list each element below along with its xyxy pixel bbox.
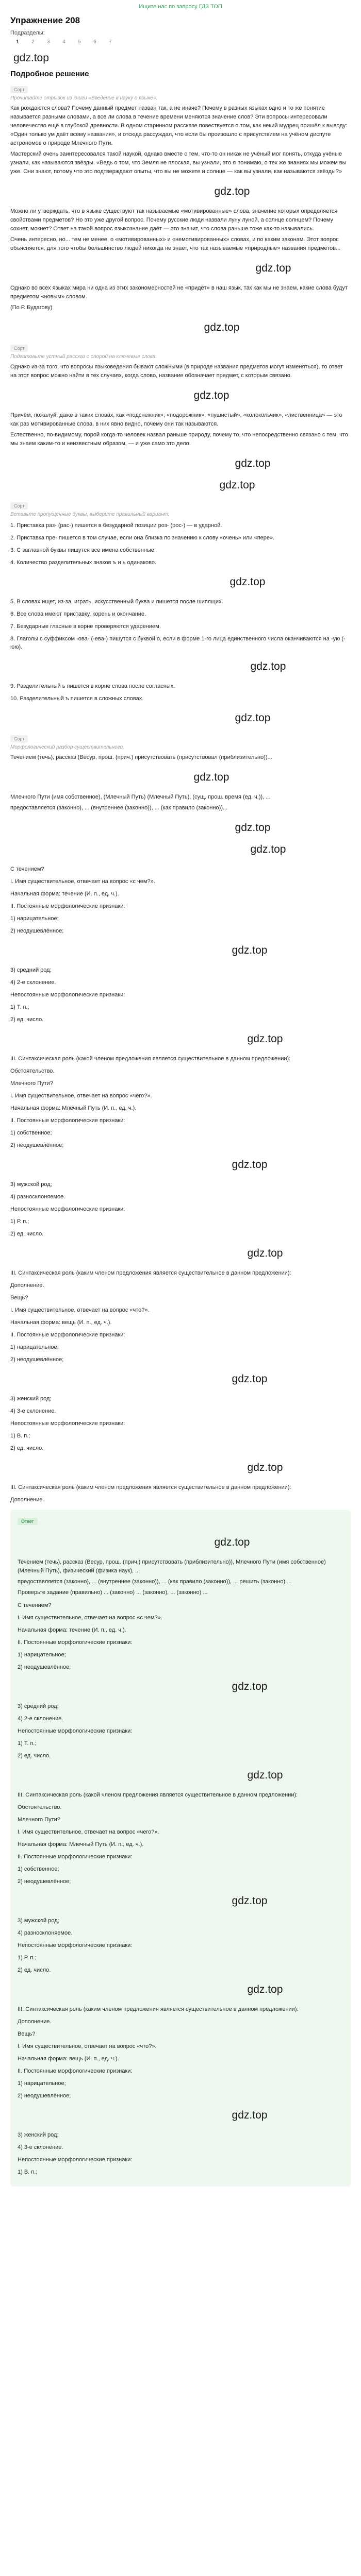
analysis-heading: Вещь? [10, 1295, 28, 1301]
analysis-line: I. Имя существительное, отвечает на вопрос «что?». [18, 2043, 157, 2049]
analysis-heading: Вещь? [18, 2031, 36, 2037]
task-tag: Сорт [10, 502, 28, 510]
watermark: gdz.top [232, 944, 268, 956]
list-item: 7. Безударные гласные в корне проверяются ударением. [10, 623, 161, 630]
source-note: (По Р. Будагову) [10, 304, 53, 311]
list-item: 8. Глаголы с суффиксом -ова- (-ева-) пишутся с буквой о, если в форме 1-го лица единственного числа оканчиваются на -ую (-юю). [10, 636, 346, 650]
task-note: Подготовьте устный рассказ с опорой на ключевые слова. [10, 354, 157, 360]
analysis-line: 1) нарицательное; [18, 2080, 66, 2087]
task-block [10, 501, 351, 703]
analysis-line: II. Постоянные морфологические признаки: [10, 1332, 125, 1338]
watermark: gdz.top [247, 1769, 283, 1781]
subsection-link[interactable]: 4 [62, 39, 65, 45]
analysis-line: 2) ед. число. [18, 1967, 51, 1973]
solution-blocks [10, 84, 351, 856]
analysis-line: 2) ед. число. [10, 1445, 44, 1451]
top-banner [0, 0, 361, 13]
analysis-line: III. Синтаксическая роль (каким членом предложения является существительное в данном предложении): [10, 1484, 291, 1490]
analysis-line: III. Синтаксическая роль (каким членом предложения является существительное в данном предложении): [10, 1270, 291, 1276]
analysis-heading: С течением? [10, 866, 44, 872]
top-link[interactable]: Ищите нас по запросу ГДЗ ТОП [139, 4, 222, 10]
watermark: gdz.top [232, 1373, 268, 1385]
analysis-line: Обстоятельство. [10, 1068, 55, 1074]
analysis-line: 2) неодушевлённое; [18, 1664, 71, 1670]
analysis-line: Непостоянные морфологические признаки: [18, 2157, 133, 2163]
list-item: 6. Все слова имеют приставку, корень и окончание. [10, 611, 146, 617]
paragraph: Естественно, по-видимому, порой когда-то человек назвал раньше природу, почему то, что непосредственно связано с тем, что мы знаем каким-то и неизвестным образом, — и уже само это дело. [10, 432, 348, 447]
paragraph: предоставляется (законно), ... (внутреннее (законно)), ... (как правило (законно))... [10, 805, 228, 811]
page [10, 13, 351, 2187]
analysis-line: 1) Т. п.; [18, 1740, 37, 1747]
analysis-line: 4) 2-е склонение. [18, 1716, 63, 1722]
watermark: gdz.top [235, 822, 271, 834]
watermark: gdz.top [232, 2109, 268, 2121]
watermark: gdz.top [193, 389, 229, 401]
analysis-line: Начальная форма: вещь (И. п., ед. ч.). [10, 1319, 112, 1326]
watermark: gdz.top [247, 1033, 283, 1045]
analysis-line: 2) неодушевлённое; [10, 928, 64, 934]
subsection-link[interactable]: 5 [78, 39, 81, 45]
analysis-line: 3) средний род; [18, 1703, 59, 1709]
answer-paragraph: предоставляется (законно), ... (внутреннее (законно)), ... (как правило (законно)), ... решить (законно) ... [18, 1579, 292, 1585]
analysis-line: II. Постоянные морфологические признаки: [18, 2068, 133, 2074]
analysis-line: 4) разносклоняемое. [18, 1930, 73, 1936]
analysis-line: 1) В. п.; [18, 2169, 38, 2175]
list-item: 3. С заглавной буквы пишутся все имена собственные. [10, 547, 156, 553]
paragraph: Причём, пожалуй, даже в таких словах, как «подснежник», «подорожник», «пушистый», «колокольчик», «лиственница» — это как раз мотивированные слова, в них явно видно, почему они так называются. [10, 412, 342, 427]
paragraph: Можно ли утверждать, что в языке существуют так называемые «мотивированные» слова, значение которых определяется свойствами предметов? Но это уже другой вопрос. Почему русские люди назвали луну луной, а солнце солнцем? Почему сохнет, мокнет? Ответ на такой вопрос языкознание даёт — это значит, что слова раньше тоже как-то назывались. [10, 208, 338, 232]
watermark: gdz.top [219, 479, 255, 491]
analysis-line: 3) женский род; [10, 1396, 52, 1402]
analysis-line: 1) нарицательное; [10, 916, 59, 922]
subsection-link[interactable]: 6 [93, 39, 96, 45]
analysis-line: II. Постоянные морфологические признаки: [18, 1639, 133, 1646]
task-note: Морфологический разбор существительного. [10, 744, 124, 750]
list-item: 2. Приставка пре- пишется в том случае, если она близка по значению к слову «очень» или «пере». [10, 535, 275, 541]
analysis-line: 3) мужской род; [10, 1181, 52, 1188]
analysis-line: 2) ед. число. [10, 1231, 44, 1237]
watermark: gdz.top [235, 712, 271, 724]
analysis-line: I. Имя существительное, отвечает на вопрос «чего?». [10, 1093, 152, 1099]
subsections-label: Подразделы: [10, 30, 45, 36]
answer-tag: Ответ [18, 1518, 38, 1525]
analysis-line: 1) Р. п.; [10, 1218, 29, 1225]
analysis-line: Начальная форма: Млечный Путь (И. п., ед. ч.). [10, 1105, 137, 1111]
analysis-line: Начальная форма: течение (И. п., ед. ч.). [18, 1627, 126, 1633]
analysis [10, 865, 351, 1504]
list-item: 4. Количество разделительных знаков ъ и ь одинаково. [10, 560, 157, 566]
analysis-line: 1) нарицательное; [18, 1652, 66, 1658]
analysis-line: 2) неодушевлённое; [18, 1878, 71, 1885]
analysis-line: III. Синтаксическая роль (каким членом предложения является существительное в данном предложении): [18, 2006, 299, 2012]
analysis-line: Дополнение. [18, 2019, 52, 2025]
analysis-line: 3) средний род; [10, 967, 52, 973]
answer-block [10, 1510, 351, 2187]
watermark: gdz.top [214, 185, 250, 197]
analysis-line: 4) 2-е склонение. [10, 979, 56, 986]
analysis-line: 2) неодушевлённое; [10, 1142, 64, 1148]
watermark: gdz.top [250, 660, 286, 672]
answer-paragraph: Течением (течь), рассказ (Весур, прош. (прич.) присутствовать (приблизительно)), Млечного Пути (имя собственное) (Млечный Путь), физический (физика наук), ... [18, 1559, 326, 1574]
analysis-line: 1) Р. п.; [18, 1955, 37, 1961]
analysis-line: Непостоянные морфологические признаки: [18, 1942, 133, 1948]
paragraph: Как рождаются слова? Почему данный предмет назван так, а не иначе? Почему в разных языках одно и то же понятие называется разными словами, а все ли слова в течение времени меняются значение слов? Эти вопросы интересовали человечество ещё в глубокой древности. В одном старинном рассказе повествуется о том, как некий мудрец пришёл к выводу: «Один только ум даёт всему названия», и отсюда рассуждал, что если бы произошло с присутствием на учёном диспуте астрономов о природе Млечного Пути. [10, 105, 348, 146]
analysis-line: II. Постоянные морфологические признаки: [10, 1117, 125, 1124]
task-block [10, 84, 351, 312]
list-item: 9. Разделительный ь пишется в корне слова после согласных. [10, 683, 175, 689]
analysis-heading: Млечного Пути? [10, 1080, 53, 1087]
analysis-line: 3) мужской род; [18, 1918, 59, 1924]
analysis-line: Дополнение. [10, 1497, 44, 1503]
analysis-line: 4) 3-е склонение. [18, 2144, 63, 2150]
analysis-line: I. Имя существительное, отвечает на вопрос «что?». [10, 1307, 150, 1313]
analysis-line: II. Постоянные морфологические признаки: [10, 903, 125, 909]
paragraph: Млечного Пути (имя собственное), (Млечный Путь) (Млечный Путь), (сущ. прош. время (ед. ч.)), ... [10, 794, 271, 800]
analysis-line: Обстоятельство. [18, 1804, 62, 1810]
analysis-line: 2) неодушевлённое; [18, 2093, 71, 2099]
analysis-line: 2) ед. число. [10, 1016, 44, 1023]
analysis-line: Непостоянные морфологические признаки: [18, 1728, 133, 1734]
subsection-nav [10, 39, 351, 45]
watermark: gdz.top [229, 576, 266, 588]
paragraph: Мастерский очень заинтересовался такой наукой, однако вместе с тем, что-то он никак не учёный мог понять, откуда учёные узнали, как называются звёзды. «Ведь о том, что Земля не плоская, вы узнали, это я понимаю, о тех же знаниях мы можем вы уже. Они знают, потому что это подтверждают опыты, что вы не можете и солнце — как вы узнали, как называются звёзды?» [10, 151, 347, 175]
analysis-line: 1) В. п.; [10, 1433, 30, 1439]
analysis-line: 2) ед. число. [18, 1753, 51, 1759]
subsection-link[interactable]: 3 [47, 39, 50, 45]
watermark: gdz.top [255, 262, 291, 274]
analysis-line: II. Постоянные морфологические признаки: [18, 1854, 133, 1860]
analysis-line: Начальная форма: Млечный Путь (И. п., ед. ч.). [18, 1841, 144, 1848]
watermark: gdz.top [247, 1247, 283, 1259]
analysis-line: 2) неодушевлённое; [10, 1357, 64, 1363]
watermark: gdz.top [193, 771, 229, 783]
watermark: gdz.top [250, 843, 286, 855]
analysis-line: Дополнение. [10, 1282, 44, 1289]
watermark: gdz.top [247, 1984, 283, 1995]
list-item: 5. В словах ищет, из-за, играть, искусственный буква и пишется после шипящих. [10, 599, 223, 605]
analysis-heading: С течением? [18, 1602, 52, 1608]
analysis-line: 4) 3-е склонение. [10, 1408, 56, 1414]
analysis-line: 1) Т. п.; [10, 1004, 29, 1010]
analysis-line: Непостоянные морфологические признаки: [10, 1420, 125, 1427]
analysis-line: 1) собственное; [18, 1866, 59, 1872]
task-block [10, 343, 351, 470]
paragraph: Очень интересно, но... тем не менее, о «мотивированных» и «немотивированных» словах, и по каким законам. Этот вопрос объясняется, для того чтобы большинство людей никогда не знает, что так называемые «природные» названия предметов... [10, 236, 341, 251]
subsection-link[interactable]: 1 [16, 39, 19, 45]
paragraph: Однако во всех языках мира ни одна из этих закономерностей не «придёт» в наш язык, так как мы не знаем, какие слова будут предметом «новым» словом. [10, 285, 348, 300]
task-tag: Сорт [10, 735, 28, 742]
analysis-line: Начальная форма: течение (И. п., ед. ч.). [10, 891, 119, 897]
task-tag: Сорт [10, 345, 28, 352]
paragraph: Течением (течь), рассказ (Весур, прош. (прич.) присутствовать (присутствовал (приблизительно))... [10, 754, 272, 760]
analysis-line: I. Имя существительное, отвечает на вопрос «с чем?». [10, 878, 155, 885]
watermark: gdz.top [235, 457, 271, 469]
watermark: gdz.top [232, 1681, 268, 1692]
analysis-line: I. Имя существительное, отвечает на вопрос «с чем?». [18, 1615, 162, 1621]
watermark: gdz.top [232, 1159, 268, 1171]
solution-title: Подробное решение [10, 70, 89, 78]
analysis-heading: Млечного Пути? [18, 1817, 60, 1823]
subsection-link[interactable]: 2 [31, 39, 35, 45]
list-item: 1. Приставка раз- (рас-) пишется в безударной позиции роз- (рос-) — в ударной. [10, 522, 222, 529]
page-title: Упражнение 208 [10, 15, 80, 25]
paragraph: Однако из-за того, что вопросы языковедения бывают сложными (в природе названия предметов могут изменяться), то ответ на этот вопрос можно найти в тех случаях, когда слово, название обозначает предмет, с которым связано. [10, 364, 343, 379]
watermark: gdz.top [232, 1895, 268, 1907]
analysis-line: III. Синтаксическая роль (какой членом предложения является существительное в данном предложении): [10, 1056, 291, 1062]
watermark: gdz.top [13, 52, 49, 64]
watermark: gdz.top [247, 1462, 283, 1473]
analysis-line: Непостоянные морфологические признаки: [10, 1206, 125, 1212]
analysis-line: 4) разносклоняемое. [10, 1194, 65, 1200]
analysis-line: Начальная форма: вещь (И. п., ед. ч.). [18, 2056, 119, 2062]
analysis-line: 1) собственное; [10, 1130, 52, 1136]
analysis-line: 3) женский род; [18, 2132, 59, 2138]
watermark: gdz.top [214, 1536, 250, 1548]
analysis-line: III. Синтаксическая роль (какой членом предложения является существительное в данном предложении): [18, 1792, 298, 1798]
subsection-link[interactable]: 7 [109, 39, 112, 45]
task-note: Прочитайте отрывок из книги «Введение в науку о языке». [10, 95, 158, 101]
answer-paragraph: Проверьте задание (правильно) ... (законно) ... (законно), ... (законно) ... [18, 1589, 208, 1596]
analysis-line: Непостоянные морфологические признаки: [10, 992, 125, 998]
task-note: Вставьте пропущенные буквы, выберите правильный вариант: [10, 512, 170, 517]
task-block [10, 734, 351, 834]
analysis-line: I. Имя существительное, отвечает на вопрос «чего?». [18, 1829, 159, 1835]
task-tag: Сорт [10, 86, 28, 93]
analysis-line: 1) нарицательное; [10, 1344, 59, 1350]
watermark: gdz.top [204, 321, 240, 333]
list-item: 10. Разделительный ъ пишется в сложных словах. [10, 696, 144, 702]
